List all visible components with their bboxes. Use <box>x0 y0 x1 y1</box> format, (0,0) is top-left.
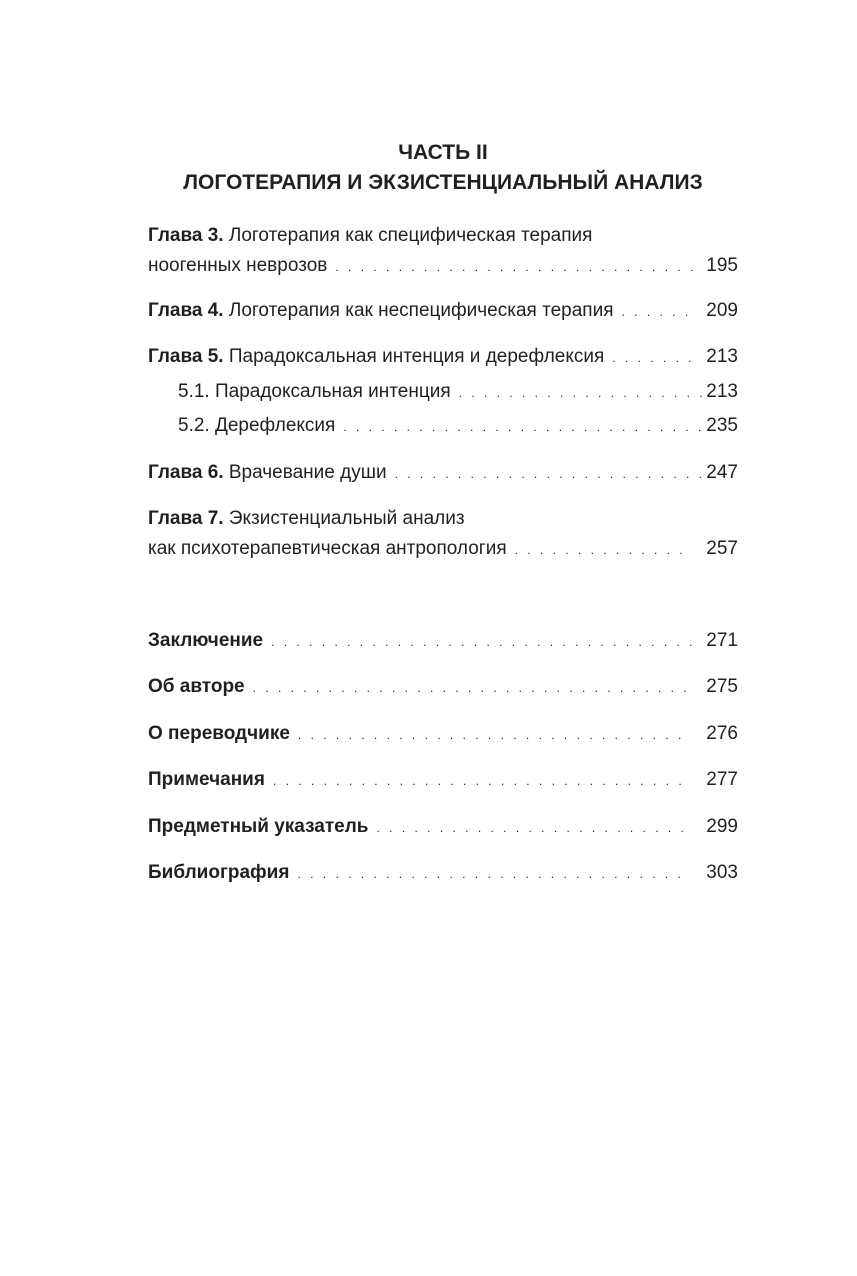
section-title: 5.2. Дерефлексия <box>178 415 336 436</box>
chapter-title: Парадоксальная интенция и дерефлексия <box>228 346 605 367</box>
chapter-prefix: Глава 5. <box>148 346 224 367</box>
chapter-title-line2: ноогенных неврозов <box>148 255 328 276</box>
backmatter-title: Предметный указатель <box>148 816 369 837</box>
dot-leader <box>271 627 702 657</box>
toc-entry-about-author[interactable] <box>148 672 738 702</box>
part-header <box>148 138 738 198</box>
backmatter-title: Заключение <box>148 630 264 651</box>
toc-entry-conclusion[interactable] <box>148 626 738 656</box>
chapter-title: Логотерапия как неспецифическая терапия <box>228 300 614 321</box>
toc-entry-chapter-4[interactable] <box>148 296 738 326</box>
backmatter-title: О переводчике <box>148 723 290 744</box>
chapter-title-line1: Экзистенциальный анализ <box>228 508 465 529</box>
chapter-title-line2: как психотерапевтическая антропология <box>148 538 507 559</box>
backmatter-title: Об авторе <box>148 676 245 697</box>
chapter-title-line1: Логотерапия как специфическая терапия <box>228 225 593 246</box>
chapter-title: Врачевание души <box>228 462 387 483</box>
toc-entry-chapter-5[interactable] <box>148 342 738 372</box>
part-number: ЧАСТЬ II <box>398 141 488 164</box>
page-number: 213 <box>706 381 738 402</box>
page-number: 275 <box>706 676 738 697</box>
toc-entry-chapter-7[interactable] <box>148 504 738 564</box>
page-number: 257 <box>706 538 738 559</box>
toc-entry-chapter-3[interactable] <box>148 221 738 281</box>
dot-leader <box>298 720 690 750</box>
section-title: 5.1. Парадоксальная интенция <box>178 381 451 402</box>
page-number: 299 <box>706 816 738 837</box>
dot-leader <box>253 673 691 703</box>
dot-leader <box>297 859 690 889</box>
page-number: 271 <box>706 630 738 651</box>
backmatter-title: Примечания <box>148 769 265 790</box>
dot-leader <box>395 459 703 489</box>
dot-leader <box>273 766 690 796</box>
dot-leader <box>335 252 702 282</box>
toc-entry-section-5-1[interactable] <box>178 377 738 407</box>
page-number: 235 <box>706 415 738 436</box>
dot-leader <box>377 813 691 843</box>
dot-leader <box>343 412 702 442</box>
toc-entry-section-5-2[interactable] <box>178 411 738 441</box>
backmatter-title: Библиография <box>148 862 290 883</box>
chapter-prefix: Глава 3. <box>148 225 224 246</box>
page-number: 195 <box>706 255 738 276</box>
dot-leader <box>515 535 691 565</box>
chapter-prefix: Глава 6. <box>148 462 224 483</box>
page-number: 303 <box>706 862 738 883</box>
page-number: 209 <box>706 300 738 321</box>
toc-entry-notes[interactable] <box>148 765 738 795</box>
page-number: 247 <box>706 462 738 483</box>
page-number: 276 <box>706 723 738 744</box>
toc-entry-subject-index[interactable] <box>148 812 738 842</box>
part-title: ЛОГОТЕРАПИЯ И ЭКЗИСТЕНЦИАЛЬНЫЙ АНАЛИЗ <box>183 171 703 194</box>
toc-entry-bibliography[interactable] <box>148 858 738 888</box>
dot-leader <box>612 343 702 373</box>
page-number: 213 <box>706 346 738 367</box>
toc-entry-chapter-6[interactable] <box>148 458 738 488</box>
chapter-prefix: Глава 4. <box>148 300 224 321</box>
chapter-prefix: Глава 7. <box>148 508 224 529</box>
toc-entry-about-translator[interactable] <box>148 719 738 749</box>
dot-leader <box>459 378 703 408</box>
dot-leader <box>622 297 691 327</box>
page-number: 277 <box>706 769 738 790</box>
